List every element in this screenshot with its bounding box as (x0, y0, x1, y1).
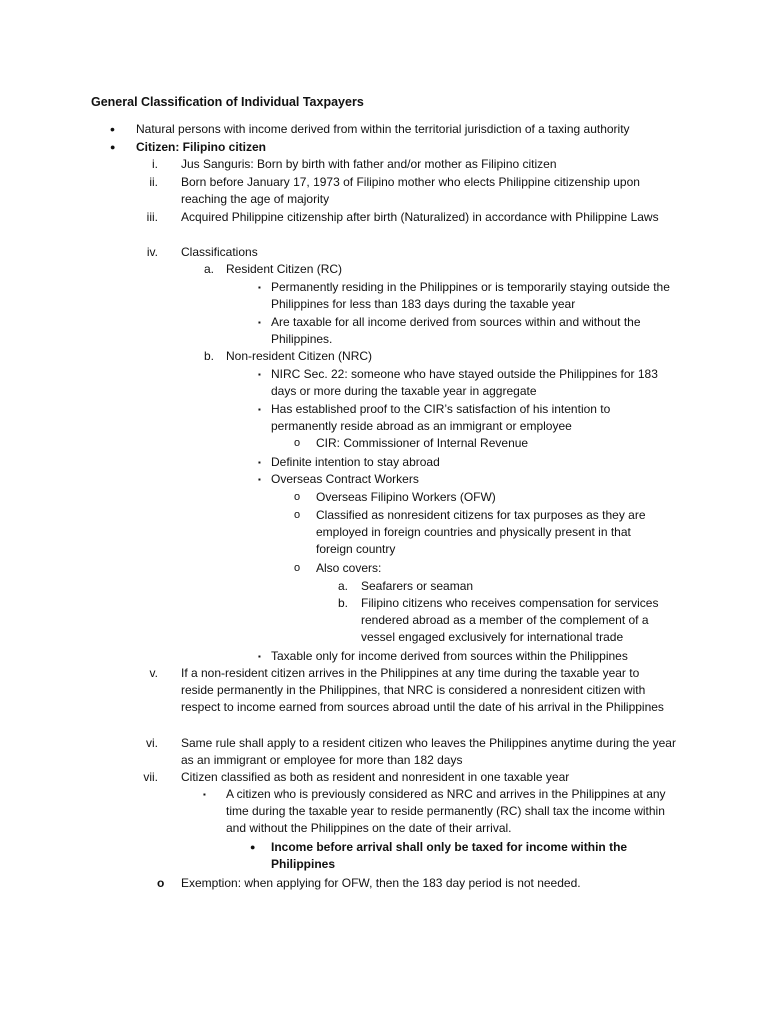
list-item-text: Filipino citizens who receives compensation for services rendered abroad as a member of the complement of a vessel engaged exclusively for international trade (361, 596, 659, 644)
letter-marker: b. (337, 596, 348, 610)
list-item-text: Born before January 17, 1973 of Filipino mother who elects Philippine citizenship upon reaching the age of majority (181, 175, 640, 206)
list-item-text: Overseas Contract Workers (271, 472, 419, 486)
square-bullet-marker: ▪ (203, 790, 206, 799)
document-title: General Classification of Individual Taxpayers (91, 95, 364, 109)
circle-marker: o (294, 491, 301, 503)
roman-marker: vii. (143, 770, 158, 784)
list-item-text: Has established proof to the CIR’s satisfaction of his intention to permanently reside abroad as an immigrant or employee (271, 402, 611, 433)
list-item-text: Classified as nonresident citizens for tax purposes as they are employed in foreign countries and physically present in that foreign country (316, 508, 646, 556)
square-bullet-marker: ▪ (258, 405, 261, 414)
list-item-text: CIR: Commissioner of Internal Revenue (316, 436, 529, 450)
circle-marker: o (157, 876, 165, 890)
square-bullet-marker: ▪ (258, 458, 261, 467)
list-item-text: Natural persons with income derived from within the territorial jurisdiction of a taxing authority (136, 122, 630, 136)
list-item-text: Citizen: Filipino citizen (136, 140, 266, 154)
bullet-marker: ● (250, 842, 256, 852)
roman-marker: i. (152, 157, 158, 171)
list-item-text: Resident Citizen (RC) (226, 262, 343, 276)
circle-marker: o (294, 562, 301, 574)
circle-marker: o (294, 437, 301, 449)
circle-marker: o (294, 509, 301, 521)
list-item-text: Classifications (181, 245, 258, 259)
list-item-text: Permanently residing in the Philippines or is temporarily staying outside the Philippines for less than 183 days during the taxable year (271, 280, 670, 311)
square-bullet-marker: ▪ (258, 370, 261, 379)
bullet-marker: • (110, 121, 115, 137)
list-item-text: Same rule shall apply to a resident citizen who leaves the Philippines anytime during the year as an immigrant or employee for more than 182 days (181, 736, 676, 767)
list-item-text: Non-resident Citizen (NRC) (226, 349, 373, 363)
square-bullet-marker: ▪ (258, 318, 261, 327)
list-item-text: Exemption: when applying for OFW, then the 183 day period is not needed. (181, 876, 581, 890)
list-item-text: A citizen who is previously considered as NRC and arrives in the Philippines at any time during the taxable year to reside permanently (RC) shall tax the income within and without the Philippines on the date of their arrival. (226, 787, 666, 835)
list-item-text: Overseas Filipino Workers (OFW) (316, 490, 496, 504)
list-item-text: NIRC Sec. 22: someone who have stayed outside the Philippines for 183 days or more during the taxable year in aggregate (271, 367, 658, 398)
list-item-text: Also covers: (316, 561, 382, 575)
list-item-text: Taxable only for income derived from sources within the Philippines (271, 649, 628, 663)
list-item-text: Jus Sanguris: Born by birth with father and/or mother as Filipino citizen (181, 157, 557, 171)
roman-marker: v. (149, 666, 158, 680)
list-item-text: Seafarers or seaman (361, 579, 474, 593)
list-item-text: Income before arrival shall only be taxed for income within the Philippines (271, 840, 628, 871)
letter-marker: a. (337, 579, 348, 593)
roman-marker: ii. (149, 175, 158, 189)
roman-marker: iv. (146, 245, 158, 259)
square-bullet-marker: ▪ (258, 475, 261, 484)
bullet-marker: ● (110, 142, 116, 152)
roman-marker: vi. (146, 736, 158, 750)
list-item-text: Are taxable for all income derived from sources within and without the Philippines. (271, 315, 641, 346)
list-item-text: Acquired Philippine citizenship after birth (Naturalized) in accordance with Philippine Laws (181, 210, 659, 224)
square-bullet-marker: ▪ (258, 283, 261, 292)
roman-marker: iii. (146, 210, 158, 224)
letter-marker: a. (203, 262, 214, 276)
list-item-text: If a non-resident citizen arrives in the Philippines at any time during the taxable year to reside permanently in the Philippines, that NRC is considered a nonresident citizen with respect to income earned from sources abroad until the date of his arrival in the Philippines (181, 666, 664, 714)
letter-marker: b. (203, 349, 214, 363)
list-item-text: Definite intention to stay abroad (271, 455, 440, 469)
list-item-text: Citizen classified as both as resident and nonresident in one taxable year (181, 770, 570, 784)
square-bullet-marker: ▪ (258, 652, 261, 661)
